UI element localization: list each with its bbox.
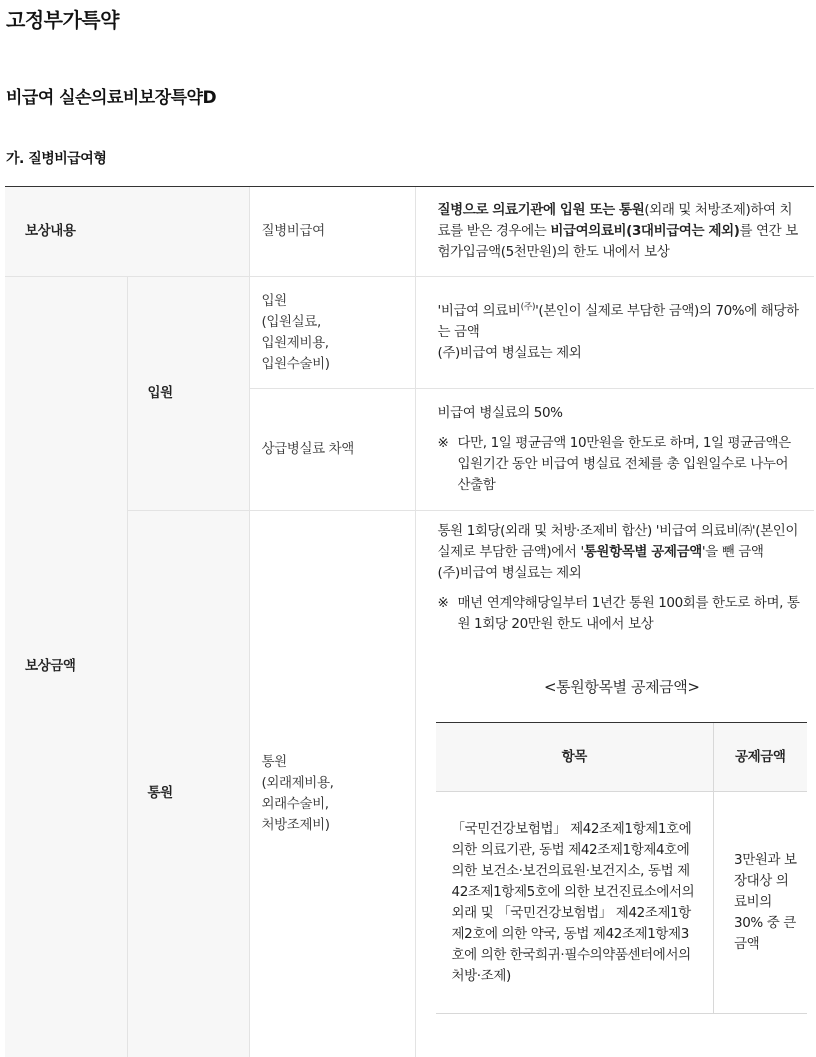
benefit-type: 질병비급여	[249, 187, 415, 277]
outpatient-label: 통원	[127, 511, 249, 1057]
room-difference-title: 상급병실료 차액	[249, 389, 415, 511]
outpatient-title: 통원 (외래제비용, 외래수술비, 처방조제비)	[249, 511, 415, 1057]
benefit-row	[5, 187, 814, 277]
section-heading: 가. 질병비급여형	[6, 151, 107, 167]
room-difference-note: ※ 다만, 1일 평균금액 10만원을 한도로 하며, 1일 평균금액은 입원기간 동안 비급여 병실료 전체를 총 입원일수로 나누어 산출함	[437, 435, 791, 493]
outpatient-note: ※ 매년 연계약해당일부터 1년간 통원 100회를 한도로 하며, 통원 1회당 20만원 한도 내에서 보상	[437, 595, 800, 632]
room-difference-description: 비급여 병실료의 50% ※ 다만, 1일 평균금액 10만원을 한도로 하며, 1일 평균금액은 입원기간 동안 비급여 병실료 전체를 총 입원일수로 나누어 산출함	[415, 389, 814, 511]
deduction-table	[436, 722, 807, 1014]
coverage-table	[5, 186, 814, 1057]
amount-label: 보상금액	[5, 277, 127, 1057]
outpatient-row	[5, 511, 814, 1057]
deduction-header-amount: 공제금액	[714, 723, 807, 792]
main-heading: 고정부가특약	[6, 8, 119, 32]
deduction-amount: 3만원과 보장대상 의료비의 30% 중 큰 금액	[714, 792, 807, 1014]
benefit-description: 질병으로 의료기관에 입원 또는 통원(외래 및 처방조제)하여 치료를 받은 경우에는 비급여의료비(3대비급여는 제외)를 연간 보험가입금액(5천만원)의 한도 내에서 보상	[415, 187, 814, 277]
outpatient-description: 통원 1회당(외래 및 처방·조제비 합산) '비급여 의료비㈜'(본인이 실제로 부담한 금액)에서 '통원항목별 공제금액'을 뺀 금액 (주)비급여 병실료는 제외 ※ 매년 연계약해당일부터 1년간 통원 100회를 한도로 하며, 통원 1회당 20만원 한도 내에서 보상 <통원항목별 공제금액> 항목 공제금액 「국민건강보험법」 제42조제1항제1호에 의한 의료기관, 동법 제42조제1항제4호에 의한 보건소·보건의료원·보건지소, 동법 제42조제1항제5호에 의한 보건진료소에서의 외래 및 「국민건강보험법」 제42조제1항제2호에 의한 약국, 동법 제42조제1항제3호에 의한 한국희귀·필수의약품센터에서의 처방·조제) 3만원과 보장대상 의료비의 30% 중 큰 금액	[415, 511, 814, 1057]
deduction-header-item: 항목	[436, 723, 714, 792]
deduction-row	[436, 792, 807, 1014]
inpatient-row-1	[5, 277, 814, 389]
sub-heading: 비급여 실손의료비보장특약D	[6, 88, 217, 108]
inpatient-label: 입원	[127, 277, 249, 511]
inpatient-item-description: '비급여 의료비$^{(주)}$'(본인이 실제로 부담한 금액)의 70%에 해당하는 금액 (주)비급여 병실료는 제외	[415, 277, 814, 389]
deduction-title: <통원항목별 공제금액>	[544, 678, 700, 696]
deduction-item: 「국민건강보험법」 제42조제1항제1호에 의한 의료기관, 동법 제42조제1항제4호에 의한 보건소·보건의료원·보건지소, 동법 제42조제1항제5호에 의한 보건진료소에서의 외래 및 「국민건강보험법」 제42조제1항제2호에 의한 약국, 동법 제42조제1항제3호에 의한 한국희귀·필수의약품센터에서의 처방·조제)	[436, 792, 714, 1014]
benefit-label: 보상내용	[5, 187, 249, 277]
inpatient-item-title: 입원 (입원실료, 입원제비용, 입원수술비)	[249, 277, 415, 389]
deduction-header-row	[436, 723, 807, 792]
